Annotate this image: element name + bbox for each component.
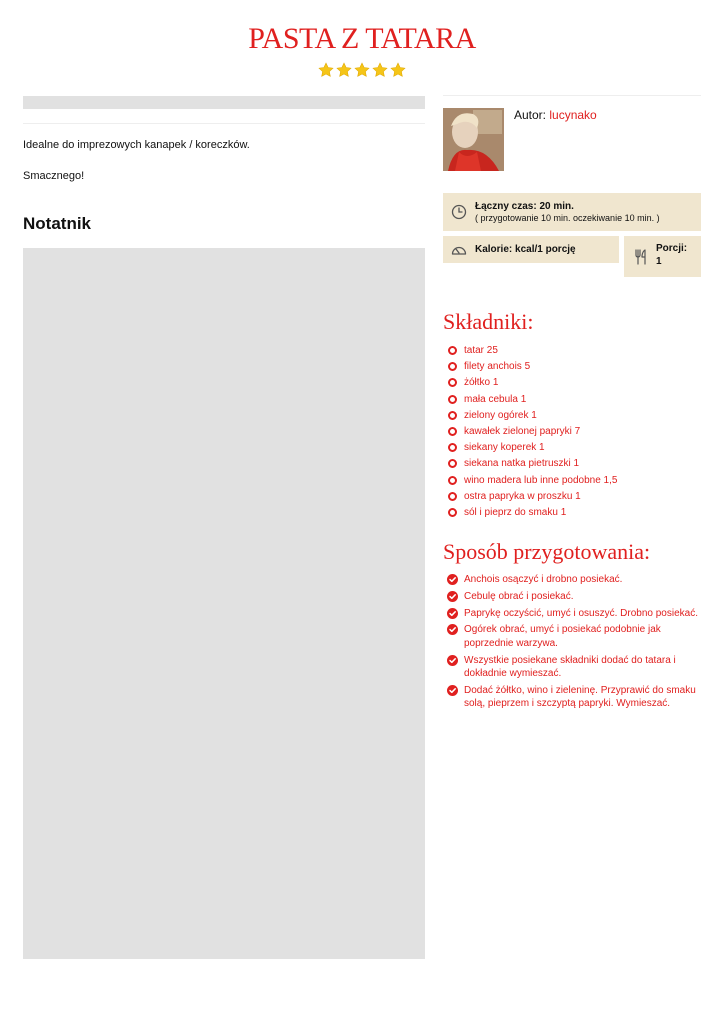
clock-icon <box>451 204 467 220</box>
check-icon <box>447 685 458 696</box>
bullet-icon <box>448 378 457 387</box>
recipe-title: PASTA Z TATARA <box>248 22 476 55</box>
ingredient-item: wino madera lub inne podobne 1,5 <box>447 475 617 491</box>
bullet-icon <box>448 362 457 371</box>
check-icon <box>447 608 458 619</box>
star-icon <box>372 62 388 78</box>
description-line: Idealne do imprezowych kanapek / koreczków. <box>23 139 250 151</box>
step-item: Ogórek obrać, umyć i posiekać podobnie jak poprzednie warzywa. <box>447 623 701 650</box>
time-detail: ( przygotowanie 10 min. oczekiwanie 10 min. ) <box>475 213 660 223</box>
portions-value: 1 <box>656 256 662 267</box>
bullet-icon <box>448 427 457 436</box>
divider <box>443 95 701 96</box>
ingredient-item: zielony ogórek 1 <box>447 410 617 426</box>
rating-stars <box>0 62 724 78</box>
star-icon <box>318 62 334 78</box>
bullet-icon <box>448 459 457 468</box>
bullet-icon <box>448 443 457 452</box>
ingredient-item: ostra papryka w proszku 1 <box>447 491 617 507</box>
ingredient-item: mała cebula 1 <box>447 394 617 410</box>
ingredient-item: filety anchois 5 <box>447 361 617 377</box>
image-placeholder-top <box>23 96 425 109</box>
bullet-icon <box>448 476 457 485</box>
author-label: Autor: <box>514 108 547 122</box>
star-icon <box>354 62 370 78</box>
ingredient-item: tatar 25 <box>447 345 617 361</box>
portions-box <box>624 236 701 277</box>
check-icon <box>447 591 458 602</box>
calories-box <box>443 236 619 263</box>
ingredients-list <box>447 345 617 523</box>
avatar-image <box>443 108 504 171</box>
ingredient-item: kawałek zielonej papryki 7 <box>447 426 617 442</box>
ingredients-title: Składniki: <box>443 309 534 334</box>
check-icon <box>447 655 458 666</box>
divider <box>23 123 425 124</box>
author-avatar[interactable] <box>443 108 504 171</box>
ingredient-item: żółtko 1 <box>447 377 617 393</box>
cutlery-icon <box>634 249 648 265</box>
bullet-icon <box>448 346 457 355</box>
check-icon <box>447 624 458 635</box>
step-item: Anchois osączyć i drobno posiekać. <box>447 573 701 587</box>
recipe-description <box>23 139 250 201</box>
total-time-label: Łączny czas: 20 min. <box>475 201 574 212</box>
notes-title: Notatnik <box>23 214 91 233</box>
bullet-icon <box>448 508 457 517</box>
description-line: Smacznego! <box>23 170 85 182</box>
author-link[interactable]: lucynako <box>549 108 597 122</box>
portions-label <box>656 242 687 268</box>
ingredient-item: sól i pieprz do smaku 1 <box>447 507 617 523</box>
step-item: Dodać żółtko, wino i zieleninę. Przyprawić do smaku solą, pieprzem i szczyptą papryki. Wymieszać. <box>447 684 701 711</box>
step-item: Paprykę oczyścić, umyć i osuszyć. Drobno posiekać. <box>447 607 701 621</box>
star-icon <box>336 62 352 78</box>
check-icon <box>447 574 458 585</box>
notes-area[interactable] <box>23 248 425 959</box>
preparation-title: Sposób przygotowania: <box>443 539 651 564</box>
gauge-icon <box>451 242 467 256</box>
preparation-steps <box>447 573 701 714</box>
step-item: Cebulę obrać i posiekać. <box>447 590 701 604</box>
step-item: Wszystkie posiekane składniki dodać do tatara i dokładnie wymieszać. <box>447 654 701 681</box>
total-time-box <box>443 193 701 231</box>
bullet-icon <box>448 411 457 420</box>
star-icon <box>390 62 406 78</box>
calories-label: Kalorie: kcal/1 porcję <box>475 244 576 255</box>
portions-title: Porcji: <box>656 243 688 254</box>
ingredient-item: siekana natka pietruszki 1 <box>447 458 617 474</box>
bullet-icon <box>448 492 457 501</box>
ingredient-item: siekany koperek 1 <box>447 442 617 458</box>
author-line <box>514 108 597 122</box>
bullet-icon <box>448 395 457 404</box>
